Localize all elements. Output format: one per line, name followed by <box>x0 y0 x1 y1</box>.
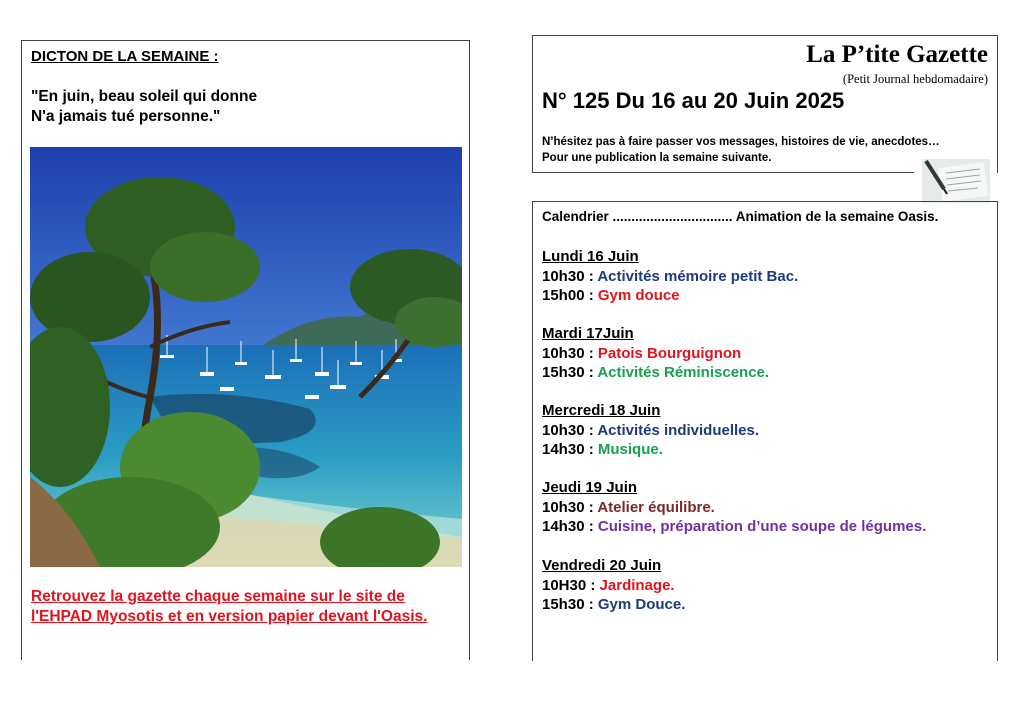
day-block-tuesday <box>542 324 769 383</box>
dicton-title: DICTON DE LA SEMAINE : <box>31 48 219 65</box>
header-divider <box>532 172 914 173</box>
dicton-line-2: N'a jamais tué personne." <box>31 108 221 125</box>
bay-illustration <box>30 147 462 567</box>
activity-row <box>542 344 769 364</box>
gazette-header <box>532 35 998 173</box>
activity-label: Cuisine, préparation d’une soupe de légumes. <box>597 518 927 535</box>
activity-label: Activités individuelles. <box>597 421 760 439</box>
issue-number: N° 125 Du 16 au 20 Juin 2025 <box>542 88 845 113</box>
activity-label: Activités Réminiscence. <box>597 364 770 381</box>
activity-label: Musique. <box>597 441 663 458</box>
notice-text <box>542 134 940 166</box>
activity-label: Patois Bourguignon <box>597 344 742 362</box>
gazette-subtitle: (Petit Journal hebdomadaire) <box>842 72 988 86</box>
dicton-quote <box>31 87 257 127</box>
day-title: Lundi 16 Juin <box>542 248 639 265</box>
activity-label: Activités mémoire petit Bac. <box>597 267 799 285</box>
activity-time: 10h30 : <box>542 267 598 285</box>
activity-row <box>542 498 926 518</box>
day-title: Mercredi 18 Juin <box>542 402 661 419</box>
activity-time: 15h30 : <box>542 364 598 381</box>
activity-row <box>542 576 685 596</box>
day-title: Mardi 17Juin <box>542 325 634 342</box>
activity-time: 10H30 : <box>542 576 600 594</box>
notice-line-2: Pour une publication la semaine suivante. <box>542 152 772 164</box>
day-block-friday <box>542 556 685 615</box>
activity-time: 14h30 : <box>542 441 598 458</box>
activity-time: 10h30 : <box>542 421 598 439</box>
activity-time: 15h30 : <box>542 596 598 613</box>
activity-label: Atelier équilibre. <box>597 498 715 516</box>
activity-label: Gym Douce. <box>597 596 686 613</box>
activity-row <box>542 267 798 287</box>
website-link[interactable]: Retrouvez la gazette chaque semaine sur le site de l'EHPAD Myosotis et en version papier devant l'Oasis. <box>31 588 428 625</box>
day-title: Vendredi 20 Juin <box>542 557 662 574</box>
gazette-title: La P’tite Gazette <box>806 41 988 68</box>
activity-time: 10h30 : <box>542 498 598 516</box>
activity-time: 15h00 : <box>542 287 598 304</box>
dicton-line-1: "En juin, beau soleil qui donne <box>31 88 258 105</box>
coastal-bay-photo <box>30 147 462 567</box>
activity-label: Jardinage. <box>599 576 675 594</box>
left-panel <box>21 40 470 660</box>
activity-time: 14h30 : <box>542 518 598 535</box>
pen-writing-image <box>922 159 990 203</box>
activity-row <box>542 363 769 383</box>
activity-label: Gym douce <box>597 287 680 304</box>
notice-line-1: N’hésitez pas à faire passer vos messages, histoires de vie, anecdotes… <box>542 136 940 148</box>
day-block-monday <box>542 247 798 306</box>
activity-row <box>542 595 685 615</box>
calendar-panel <box>532 201 998 661</box>
day-block-thursday <box>542 478 926 537</box>
activity-row <box>542 286 798 306</box>
day-title: Jeudi 19 Juin <box>542 479 638 496</box>
activity-time: 10h30 : <box>542 344 598 362</box>
activity-row <box>542 421 759 441</box>
activity-row <box>542 517 926 537</box>
calendar-heading: Calendrier ................................ Animation de la semaine Oasis. <box>542 209 939 224</box>
day-block-wednesday <box>542 401 759 460</box>
activity-row <box>542 440 759 460</box>
